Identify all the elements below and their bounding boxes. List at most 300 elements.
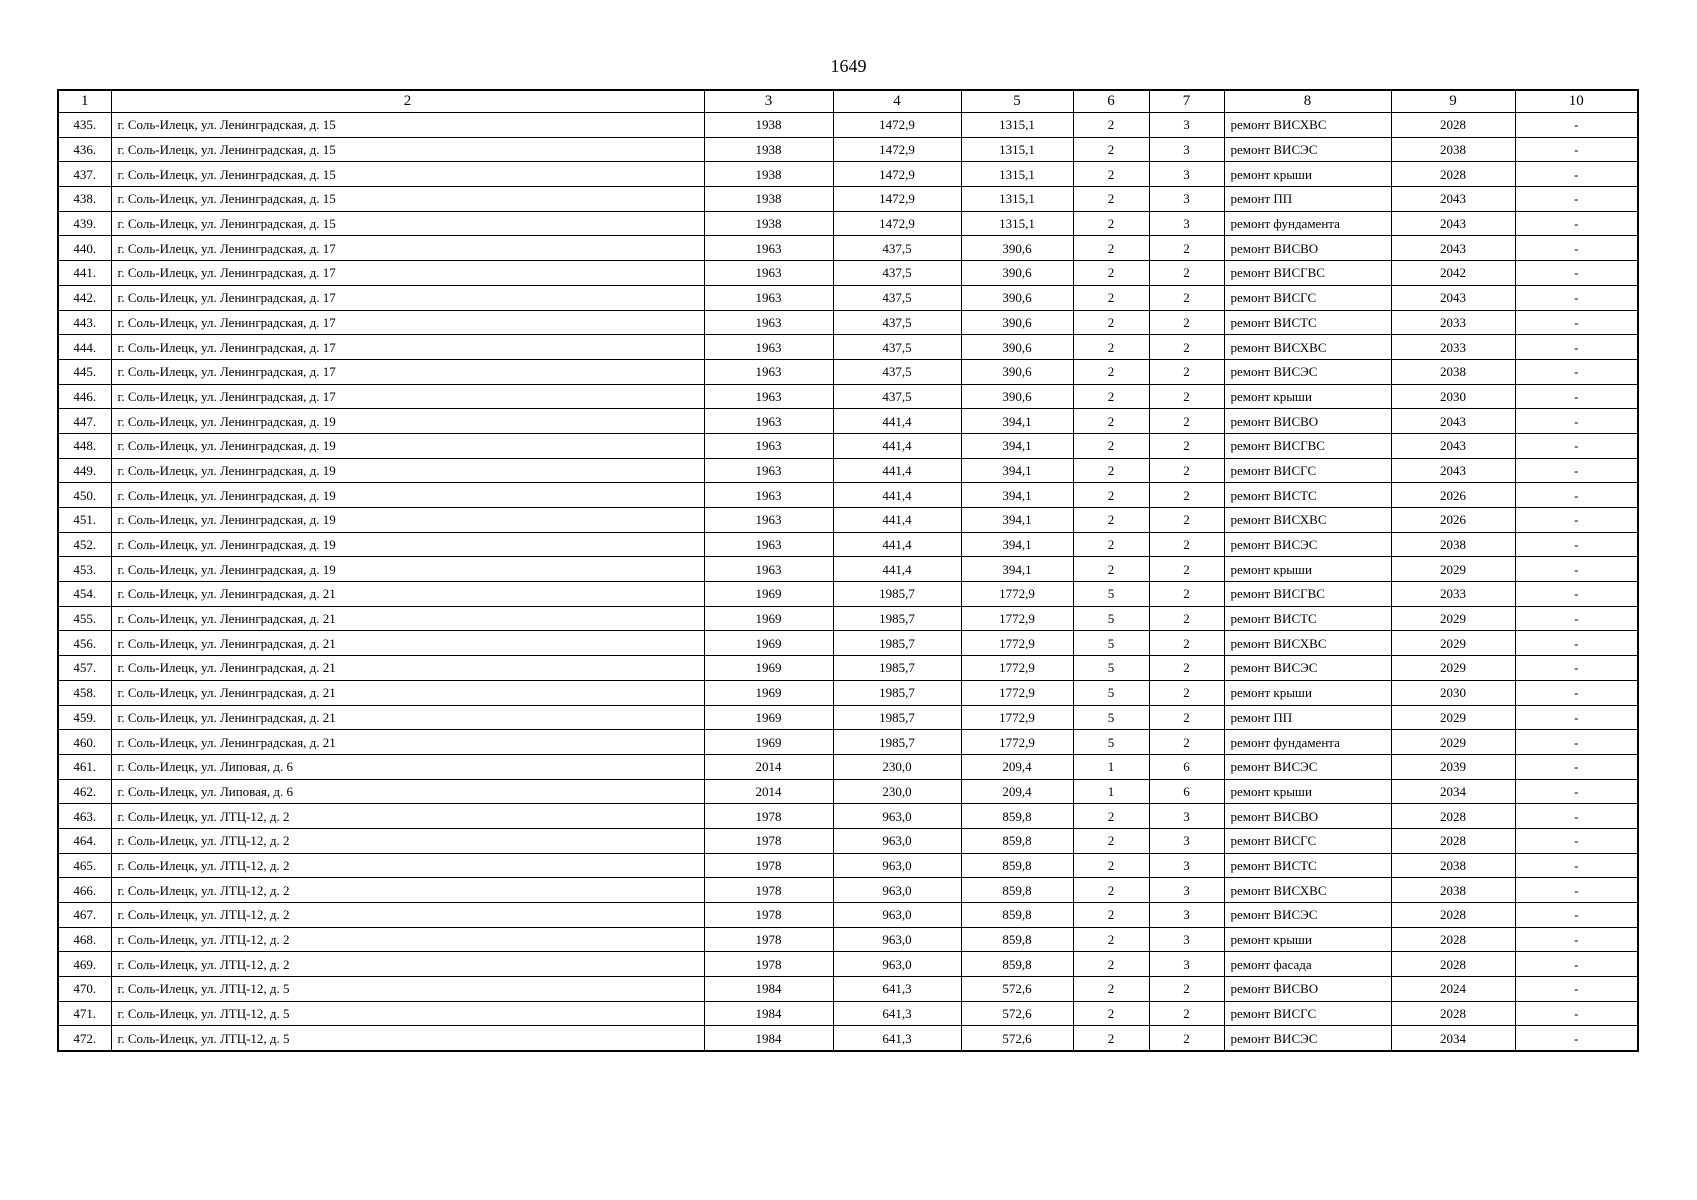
cell-address: г. Соль-Илецк, ул. Ленинградская, д. 21 — [111, 582, 704, 607]
cell-work-type: ремонт ВИСЭС — [1224, 1026, 1391, 1051]
cell-living-area: 859,8 — [961, 828, 1073, 853]
cell-planned-year: 2028 — [1391, 113, 1515, 138]
table-row — [58, 458, 1638, 483]
cell-work-type: ремонт ВИСВО — [1224, 409, 1391, 434]
column-header: 2 — [111, 90, 704, 113]
cell-living-area: 1772,9 — [961, 656, 1073, 681]
cell-entrances: 3 — [1149, 804, 1224, 829]
table-row — [58, 211, 1638, 236]
cell-work-type: ремонт ВИСЭС — [1224, 359, 1391, 384]
cell-floors: 2 — [1073, 113, 1149, 138]
cell-year-built: 1978 — [704, 853, 833, 878]
table-body — [58, 113, 1638, 1052]
cell-row-number: 470. — [58, 977, 111, 1002]
cell-work-type: ремонт ВИСВО — [1224, 236, 1391, 261]
cell-row-number: 451. — [58, 508, 111, 533]
cell-address: г. Соль-Илецк, ул. Липовая, д. 6 — [111, 779, 704, 804]
cell-floors: 2 — [1073, 359, 1149, 384]
cell-living-area: 390,6 — [961, 261, 1073, 286]
cell-floors: 2 — [1073, 828, 1149, 853]
cell-total-area: 641,3 — [833, 1001, 961, 1026]
cell-year-built: 1969 — [704, 582, 833, 607]
cell-year-built: 1969 — [704, 656, 833, 681]
cell-note: - — [1515, 631, 1638, 656]
cell-row-number: 442. — [58, 285, 111, 310]
cell-row-number: 445. — [58, 359, 111, 384]
cell-living-area: 859,8 — [961, 952, 1073, 977]
cell-floors: 2 — [1073, 508, 1149, 533]
table-row — [58, 705, 1638, 730]
cell-note: - — [1515, 458, 1638, 483]
cell-entrances: 2 — [1149, 483, 1224, 508]
cell-entrances: 2 — [1149, 730, 1224, 755]
cell-total-area: 437,5 — [833, 384, 961, 409]
column-header: 5 — [961, 90, 1073, 113]
table-row — [58, 1026, 1638, 1051]
cell-floors: 2 — [1073, 927, 1149, 952]
cell-total-area: 1985,7 — [833, 582, 961, 607]
cell-work-type: ремонт ВИСХВС — [1224, 335, 1391, 360]
cell-address: г. Соль-Илецк, ул. Ленинградская, д. 17 — [111, 310, 704, 335]
cell-floors: 5 — [1073, 582, 1149, 607]
cell-work-type: ремонт ВИСХВС — [1224, 878, 1391, 903]
cell-year-built: 1963 — [704, 335, 833, 360]
cell-floors: 2 — [1073, 804, 1149, 829]
cell-entrances: 2 — [1149, 705, 1224, 730]
cell-row-number: 465. — [58, 853, 111, 878]
cell-floors: 5 — [1073, 705, 1149, 730]
cell-address: г. Соль-Илецк, ул. ЛТЦ-12, д. 2 — [111, 853, 704, 878]
cell-floors: 2 — [1073, 1001, 1149, 1026]
cell-address: г. Соль-Илецк, ул. ЛТЦ-12, д. 5 — [111, 1001, 704, 1026]
cell-year-built: 1978 — [704, 828, 833, 853]
cell-living-area: 390,6 — [961, 359, 1073, 384]
cell-living-area: 859,8 — [961, 878, 1073, 903]
cell-year-built: 1963 — [704, 483, 833, 508]
cell-note: - — [1515, 285, 1638, 310]
cell-work-type: ремонт ВИСГВС — [1224, 433, 1391, 458]
cell-note: - — [1515, 582, 1638, 607]
cell-entrances: 3 — [1149, 878, 1224, 903]
cell-planned-year: 2038 — [1391, 359, 1515, 384]
cell-work-type: ремонт ВИСЭС — [1224, 656, 1391, 681]
cell-address: г. Соль-Илецк, ул. Ленинградская, д. 21 — [111, 606, 704, 631]
cell-work-type: ремонт крыши — [1224, 779, 1391, 804]
cell-row-number: 436. — [58, 137, 111, 162]
table-row — [58, 903, 1638, 928]
cell-row-number: 440. — [58, 236, 111, 261]
cell-planned-year: 2042 — [1391, 261, 1515, 286]
cell-floors: 2 — [1073, 853, 1149, 878]
cell-work-type: ремонт фундамента — [1224, 211, 1391, 236]
cell-year-built: 2014 — [704, 779, 833, 804]
cell-entrances: 3 — [1149, 927, 1224, 952]
cell-note: - — [1515, 680, 1638, 705]
column-header: 7 — [1149, 90, 1224, 113]
cell-total-area: 1985,7 — [833, 631, 961, 656]
cell-total-area: 437,5 — [833, 285, 961, 310]
cell-total-area: 441,4 — [833, 433, 961, 458]
cell-work-type: ремонт ВИСХВС — [1224, 113, 1391, 138]
table-row — [58, 754, 1638, 779]
cell-planned-year: 2043 — [1391, 458, 1515, 483]
cell-planned-year: 2028 — [1391, 927, 1515, 952]
cell-year-built: 1978 — [704, 804, 833, 829]
cell-row-number: 443. — [58, 310, 111, 335]
cell-floors: 2 — [1073, 137, 1149, 162]
cell-entrances: 6 — [1149, 754, 1224, 779]
table-row — [58, 187, 1638, 212]
cell-planned-year: 2029 — [1391, 631, 1515, 656]
cell-work-type: ремонт ВИСГС — [1224, 285, 1391, 310]
cell-living-area: 1772,9 — [961, 606, 1073, 631]
table-row — [58, 779, 1638, 804]
cell-planned-year: 2043 — [1391, 433, 1515, 458]
cell-row-number: 471. — [58, 1001, 111, 1026]
table-row — [58, 582, 1638, 607]
cell-row-number: 472. — [58, 1026, 111, 1051]
cell-work-type: ремонт ВИСВО — [1224, 804, 1391, 829]
column-header: 6 — [1073, 90, 1149, 113]
cell-entrances: 2 — [1149, 458, 1224, 483]
table-row — [58, 137, 1638, 162]
cell-note: - — [1515, 878, 1638, 903]
cell-work-type: ремонт крыши — [1224, 927, 1391, 952]
cell-address: г. Соль-Илецк, ул. Ленинградская, д. 15 — [111, 162, 704, 187]
cell-planned-year: 2024 — [1391, 977, 1515, 1002]
cell-year-built: 1978 — [704, 903, 833, 928]
cell-row-number: 468. — [58, 927, 111, 952]
cell-address: г. Соль-Илецк, ул. ЛТЦ-12, д. 2 — [111, 903, 704, 928]
column-header: 1 — [58, 90, 111, 113]
cell-work-type: ремонт ВИСЭС — [1224, 903, 1391, 928]
cell-living-area: 394,1 — [961, 458, 1073, 483]
cell-note: - — [1515, 508, 1638, 533]
cell-work-type: ремонт ВИСГВС — [1224, 261, 1391, 286]
cell-floors: 2 — [1073, 384, 1149, 409]
table-row — [58, 483, 1638, 508]
cell-planned-year: 2039 — [1391, 754, 1515, 779]
cell-floors: 5 — [1073, 730, 1149, 755]
cell-entrances: 3 — [1149, 137, 1224, 162]
cell-year-built: 1984 — [704, 977, 833, 1002]
cell-year-built: 1963 — [704, 508, 833, 533]
cell-row-number: 464. — [58, 828, 111, 853]
cell-address: г. Соль-Илецк, ул. Ленинградская, д. 17 — [111, 335, 704, 360]
cell-address: г. Соль-Илецк, ул. Ленинградская, д. 17 — [111, 359, 704, 384]
cell-note: - — [1515, 261, 1638, 286]
cell-address: г. Соль-Илецк, ул. Ленинградская, д. 15 — [111, 211, 704, 236]
cell-entrances: 2 — [1149, 285, 1224, 310]
cell-planned-year: 2026 — [1391, 483, 1515, 508]
cell-floors: 5 — [1073, 606, 1149, 631]
cell-note: - — [1515, 804, 1638, 829]
cell-year-built: 1963 — [704, 310, 833, 335]
cell-year-built: 1938 — [704, 211, 833, 236]
cell-living-area: 859,8 — [961, 927, 1073, 952]
cell-living-area: 572,6 — [961, 1026, 1073, 1051]
cell-living-area: 390,6 — [961, 285, 1073, 310]
cell-entrances: 3 — [1149, 113, 1224, 138]
cell-row-number: 466. — [58, 878, 111, 903]
cell-entrances: 2 — [1149, 606, 1224, 631]
cell-living-area: 394,1 — [961, 433, 1073, 458]
table-row — [58, 162, 1638, 187]
cell-living-area: 1315,1 — [961, 137, 1073, 162]
cell-planned-year: 2038 — [1391, 853, 1515, 878]
cell-living-area: 1772,9 — [961, 582, 1073, 607]
cell-planned-year: 2033 — [1391, 310, 1515, 335]
cell-address: г. Соль-Илецк, ул. ЛТЦ-12, д. 2 — [111, 804, 704, 829]
table-row — [58, 532, 1638, 557]
cell-living-area: 394,1 — [961, 483, 1073, 508]
cell-living-area: 209,4 — [961, 754, 1073, 779]
table-row — [58, 310, 1638, 335]
cell-planned-year: 2043 — [1391, 285, 1515, 310]
cell-total-area: 1985,7 — [833, 606, 961, 631]
cell-row-number: 441. — [58, 261, 111, 286]
cell-year-built: 1978 — [704, 878, 833, 903]
table-row — [58, 730, 1638, 755]
cell-year-built: 1963 — [704, 532, 833, 557]
cell-note: - — [1515, 927, 1638, 952]
cell-year-built: 1969 — [704, 631, 833, 656]
cell-entrances: 3 — [1149, 952, 1224, 977]
cell-note: - — [1515, 730, 1638, 755]
cell-entrances: 3 — [1149, 211, 1224, 236]
cell-living-area: 394,1 — [961, 557, 1073, 582]
table-row — [58, 433, 1638, 458]
cell-planned-year: 2029 — [1391, 557, 1515, 582]
cell-work-type: ремонт ВИСГС — [1224, 828, 1391, 853]
cell-note: - — [1515, 1026, 1638, 1051]
cell-row-number: 463. — [58, 804, 111, 829]
cell-entrances: 2 — [1149, 433, 1224, 458]
cell-planned-year: 2038 — [1391, 532, 1515, 557]
cell-address: г. Соль-Илецк, ул. Ленинградская, д. 19 — [111, 409, 704, 434]
cell-total-area: 441,4 — [833, 508, 961, 533]
cell-address: г. Соль-Илецк, ул. ЛТЦ-12, д. 2 — [111, 878, 704, 903]
cell-note: - — [1515, 754, 1638, 779]
cell-entrances: 3 — [1149, 903, 1224, 928]
cell-address: г. Соль-Илецк, ул. Ленинградская, д. 19 — [111, 483, 704, 508]
cell-work-type: ремонт ВИСТС — [1224, 853, 1391, 878]
cell-work-type: ремонт ПП — [1224, 187, 1391, 212]
cell-total-area: 1985,7 — [833, 705, 961, 730]
cell-entrances: 2 — [1149, 582, 1224, 607]
cell-total-area: 230,0 — [833, 779, 961, 804]
cell-row-number: 452. — [58, 532, 111, 557]
cell-total-area: 963,0 — [833, 853, 961, 878]
cell-year-built: 1969 — [704, 705, 833, 730]
column-header: 9 — [1391, 90, 1515, 113]
cell-work-type: ремонт фундамента — [1224, 730, 1391, 755]
table-row — [58, 1001, 1638, 1026]
cell-planned-year: 2043 — [1391, 187, 1515, 212]
cell-total-area: 641,3 — [833, 977, 961, 1002]
cell-entrances: 2 — [1149, 236, 1224, 261]
cell-note: - — [1515, 113, 1638, 138]
cell-note: - — [1515, 409, 1638, 434]
cell-floors: 2 — [1073, 162, 1149, 187]
cell-note: - — [1515, 853, 1638, 878]
cell-living-area: 394,1 — [961, 508, 1073, 533]
cell-row-number: 449. — [58, 458, 111, 483]
cell-entrances: 2 — [1149, 1001, 1224, 1026]
cell-note: - — [1515, 162, 1638, 187]
table-row — [58, 656, 1638, 681]
cell-planned-year: 2028 — [1391, 162, 1515, 187]
table-row — [58, 828, 1638, 853]
column-header: 4 — [833, 90, 961, 113]
cell-note: - — [1515, 705, 1638, 730]
cell-note: - — [1515, 656, 1638, 681]
table-row — [58, 631, 1638, 656]
cell-planned-year: 2030 — [1391, 680, 1515, 705]
cell-year-built: 1978 — [704, 927, 833, 952]
cell-row-number: 435. — [58, 113, 111, 138]
cell-note: - — [1515, 606, 1638, 631]
repair-schedule-table — [57, 89, 1639, 1052]
cell-planned-year: 2034 — [1391, 779, 1515, 804]
cell-total-area: 963,0 — [833, 878, 961, 903]
cell-entrances: 2 — [1149, 680, 1224, 705]
cell-work-type: ремонт крыши — [1224, 162, 1391, 187]
cell-living-area: 572,6 — [961, 977, 1073, 1002]
cell-planned-year: 2033 — [1391, 582, 1515, 607]
cell-living-area: 859,8 — [961, 804, 1073, 829]
cell-row-number: 447. — [58, 409, 111, 434]
cell-floors: 2 — [1073, 1026, 1149, 1051]
cell-total-area: 1985,7 — [833, 730, 961, 755]
cell-address: г. Соль-Илецк, ул. Ленинградская, д. 17 — [111, 384, 704, 409]
cell-planned-year: 2028 — [1391, 828, 1515, 853]
cell-entrances: 3 — [1149, 187, 1224, 212]
cell-total-area: 230,0 — [833, 754, 961, 779]
cell-entrances: 2 — [1149, 656, 1224, 681]
cell-entrances: 3 — [1149, 162, 1224, 187]
cell-planned-year: 2029 — [1391, 656, 1515, 681]
cell-address: г. Соль-Илецк, ул. Ленинградская, д. 21 — [111, 730, 704, 755]
cell-row-number: 456. — [58, 631, 111, 656]
cell-address: г. Соль-Илецк, ул. Ленинградская, д. 17 — [111, 236, 704, 261]
cell-address: г. Соль-Илецк, ул. ЛТЦ-12, д. 5 — [111, 1026, 704, 1051]
cell-floors: 1 — [1073, 754, 1149, 779]
cell-living-area: 1772,9 — [961, 631, 1073, 656]
cell-floors: 5 — [1073, 680, 1149, 705]
cell-row-number: 467. — [58, 903, 111, 928]
cell-address: г. Соль-Илецк, ул. ЛТЦ-12, д. 5 — [111, 977, 704, 1002]
cell-note: - — [1515, 137, 1638, 162]
cell-row-number: 444. — [58, 335, 111, 360]
table-row — [58, 113, 1638, 138]
cell-total-area: 437,5 — [833, 310, 961, 335]
cell-work-type: ремонт ВИСГС — [1224, 1001, 1391, 1026]
cell-year-built: 1963 — [704, 359, 833, 384]
cell-living-area: 1315,1 — [961, 113, 1073, 138]
cell-row-number: 437. — [58, 162, 111, 187]
cell-row-number: 460. — [58, 730, 111, 755]
cell-row-number: 438. — [58, 187, 111, 212]
cell-planned-year: 2028 — [1391, 1001, 1515, 1026]
cell-total-area: 1472,9 — [833, 137, 961, 162]
cell-planned-year: 2034 — [1391, 1026, 1515, 1051]
cell-year-built: 1969 — [704, 730, 833, 755]
cell-living-area: 1315,1 — [961, 162, 1073, 187]
cell-living-area: 390,6 — [961, 335, 1073, 360]
cell-address: г. Соль-Илецк, ул. Ленинградская, д. 21 — [111, 680, 704, 705]
table-row — [58, 952, 1638, 977]
cell-living-area: 1772,9 — [961, 680, 1073, 705]
cell-note: - — [1515, 187, 1638, 212]
cell-note: - — [1515, 384, 1638, 409]
cell-year-built: 1938 — [704, 162, 833, 187]
cell-address: г. Соль-Илецк, ул. Ленинградская, д. 21 — [111, 705, 704, 730]
cell-work-type: ремонт ВИСТС — [1224, 606, 1391, 631]
cell-row-number: 455. — [58, 606, 111, 631]
cell-floors: 2 — [1073, 903, 1149, 928]
cell-row-number: 450. — [58, 483, 111, 508]
table-row — [58, 236, 1638, 261]
cell-living-area: 390,6 — [961, 310, 1073, 335]
cell-total-area: 437,5 — [833, 261, 961, 286]
cell-entrances: 2 — [1149, 409, 1224, 434]
cell-note: - — [1515, 532, 1638, 557]
cell-total-area: 441,4 — [833, 532, 961, 557]
cell-entrances: 2 — [1149, 631, 1224, 656]
cell-year-built: 1963 — [704, 236, 833, 261]
cell-total-area: 441,4 — [833, 557, 961, 582]
cell-row-number: 461. — [58, 754, 111, 779]
cell-total-area: 963,0 — [833, 903, 961, 928]
cell-total-area: 963,0 — [833, 927, 961, 952]
cell-living-area: 394,1 — [961, 532, 1073, 557]
cell-floors: 2 — [1073, 335, 1149, 360]
cell-planned-year: 2029 — [1391, 730, 1515, 755]
cell-note: - — [1515, 903, 1638, 928]
column-header: 8 — [1224, 90, 1391, 113]
cell-floors: 2 — [1073, 211, 1149, 236]
cell-floors: 2 — [1073, 285, 1149, 310]
cell-work-type: ремонт ВИСЭС — [1224, 137, 1391, 162]
cell-note: - — [1515, 828, 1638, 853]
cell-work-type: ремонт ВИСВО — [1224, 977, 1391, 1002]
cell-total-area: 1472,9 — [833, 187, 961, 212]
cell-year-built: 1969 — [704, 680, 833, 705]
cell-year-built: 1963 — [704, 458, 833, 483]
cell-row-number: 457. — [58, 656, 111, 681]
cell-floors: 2 — [1073, 236, 1149, 261]
cell-address: г. Соль-Илецк, ул. Липовая, д. 6 — [111, 754, 704, 779]
cell-note: - — [1515, 359, 1638, 384]
table-row — [58, 384, 1638, 409]
cell-entrances: 2 — [1149, 310, 1224, 335]
table-row — [58, 508, 1638, 533]
cell-address: г. Соль-Илецк, ул. Ленинградская, д. 15 — [111, 187, 704, 212]
header-row — [58, 90, 1638, 113]
cell-floors: 2 — [1073, 261, 1149, 286]
table-row — [58, 804, 1638, 829]
cell-floors: 2 — [1073, 557, 1149, 582]
cell-planned-year: 2029 — [1391, 705, 1515, 730]
cell-note: - — [1515, 977, 1638, 1002]
cell-year-built: 1984 — [704, 1001, 833, 1026]
cell-entrances: 2 — [1149, 384, 1224, 409]
cell-address: г. Соль-Илецк, ул. ЛТЦ-12, д. 2 — [111, 927, 704, 952]
cell-year-built: 2014 — [704, 754, 833, 779]
cell-floors: 2 — [1073, 310, 1149, 335]
cell-planned-year: 2028 — [1391, 903, 1515, 928]
